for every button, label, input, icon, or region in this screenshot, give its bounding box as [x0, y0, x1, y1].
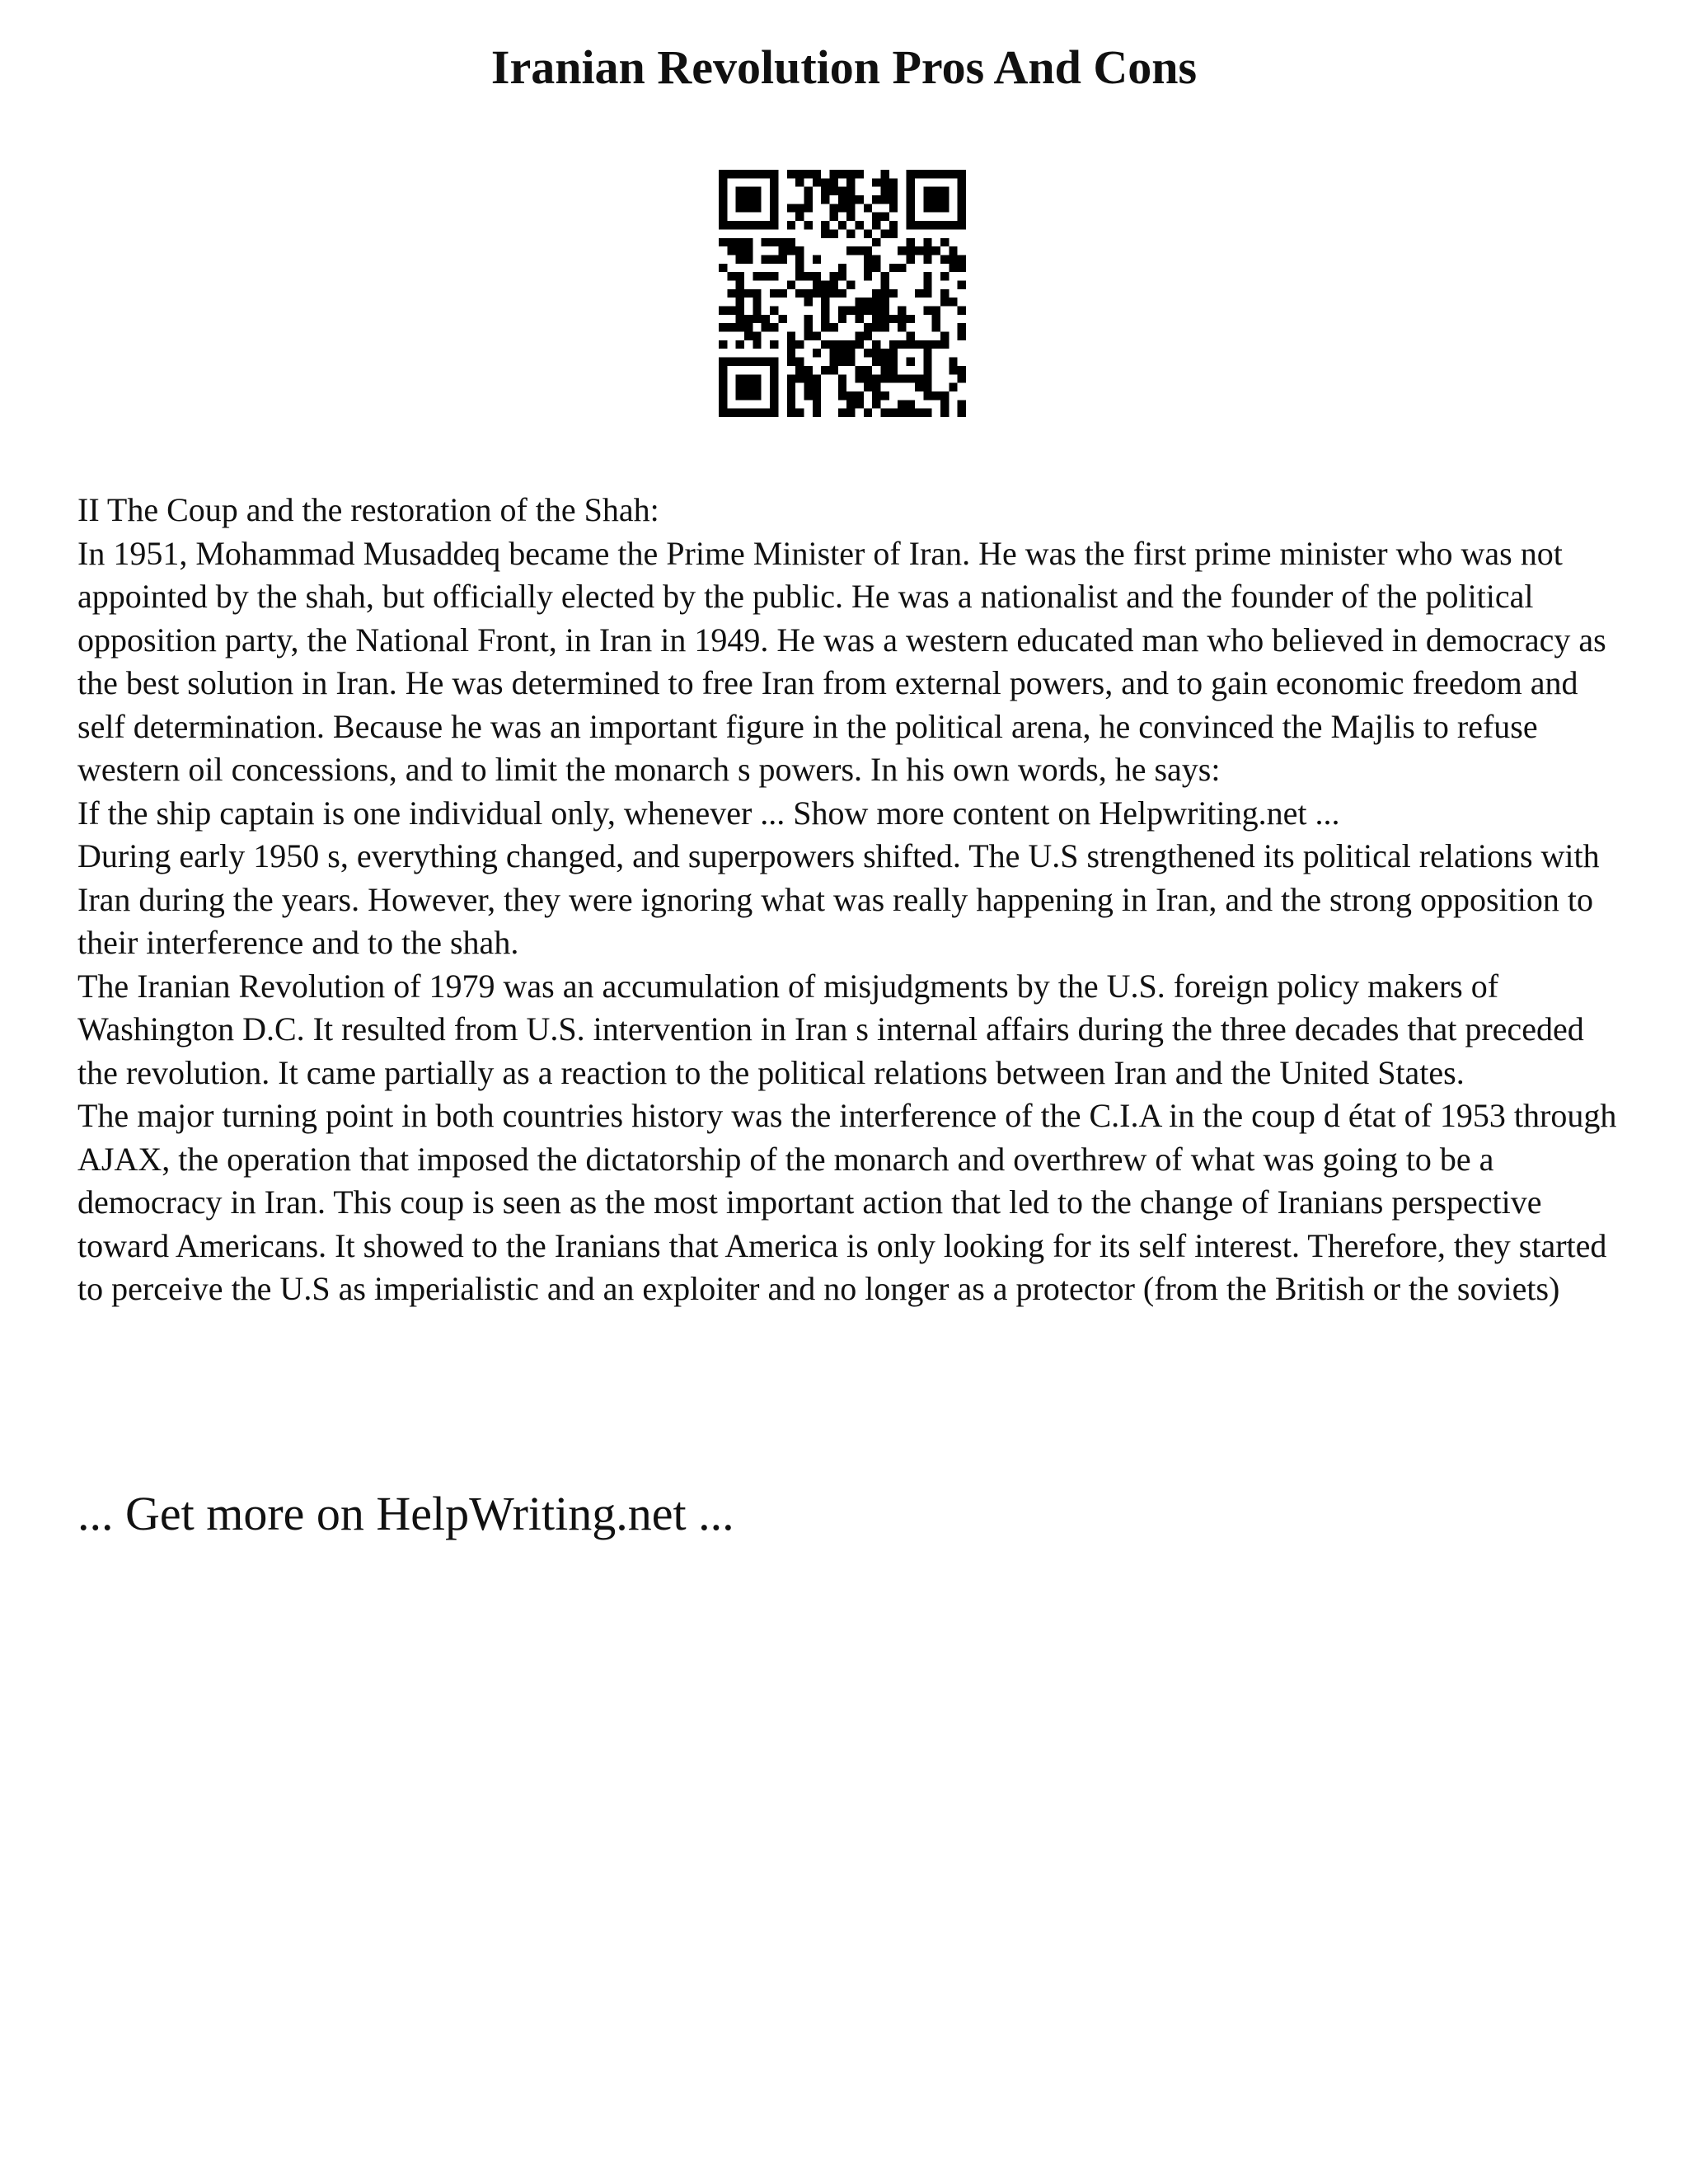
- qr-code[interactable]: [719, 170, 966, 417]
- section-heading: II The Coup and the restoration of the Shah:: [77, 491, 659, 528]
- paragraph: The major turning point in both countries history was the interference of the C.I.A in the coup d état of 1953 through AJAX, the operation that imposed the dictatorship of the monarch and overthrew of what was going to be a democracy in Iran. This coup is seen as the most important action that led to the change of Iranians perspective toward Americans. It showed to the Iranians that America is only looking for its self interest. Therefore, they started to perceive the U.S as imperialistic and an exploiter and no longer as a protector (from the British or the soviets): [77, 1097, 1617, 1307]
- get-more-link[interactable]: ... Get more on HelpWriting.net ...: [77, 1487, 734, 1540]
- qr-code-icon: [719, 170, 966, 417]
- article-body: [77, 489, 1627, 1311]
- paragraph: If the ship captain is one individual only, whenever ... Show more content on Helpwriting.net ...: [77, 794, 1340, 832]
- paragraph: During early 1950 s, everything changed, and superpowers shifted. The U.S strengthened its political relations with Iran during the years. However, they were ignoring what was really happening in Iran, and the strong opposition to their interference and to the shah.: [77, 837, 1600, 961]
- paragraph: In 1951, Mohammad Musaddeq became the Prime Minister of Iran. He was the first prime minister who was not appointed by the shah, but officially elected by the public. He was a nationalist and the founder of the political opposition party, the National Front, in Iran in 1949. He was a western educated man who believed in democracy as the best solution in Iran. He was determined to free Iran from external powers, and to gain economic freedom and self determination. Because he was an important figure in the political arena, he convinced the Majlis to refuse western oil concessions, and to limit the monarch s powers. In his own words, he says:: [77, 534, 1606, 788]
- paragraph: The Iranian Revolution of 1979 was an accumulation of misjudgments by the U.S. foreign policy makers of Washington D.C. It resulted from U.S. intervention in Iran s internal affairs during the three decades that preceded the revolution. It came partially as a reaction to the political relations between Iran and the United States.: [77, 967, 1584, 1091]
- page-title: Iranian Revolution Pros And Cons: [490, 40, 1198, 94]
